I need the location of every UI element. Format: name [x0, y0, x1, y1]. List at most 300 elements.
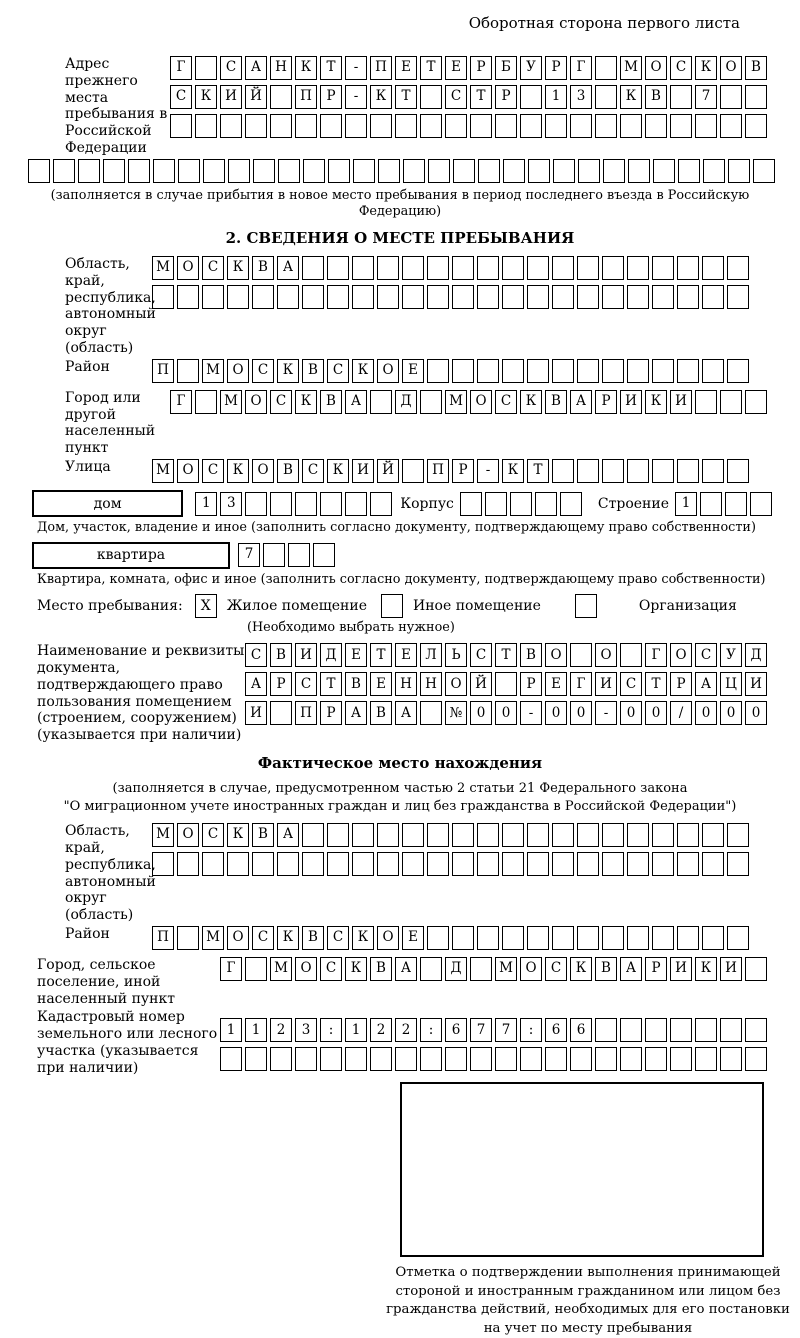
char-cell[interactable]: Г [570, 56, 592, 80]
char-cell[interactable]: 7 [238, 543, 260, 567]
char-cell[interactable]: 2 [395, 1018, 417, 1042]
char-cell[interactable] [177, 359, 199, 383]
char-cell[interactable] [595, 56, 617, 80]
char-cell[interactable]: К [195, 85, 217, 109]
char-cell[interactable]: О [545, 643, 567, 667]
char-cell[interactable] [370, 1047, 392, 1071]
char-cell[interactable]: 1 [345, 1018, 367, 1042]
char-cell[interactable] [303, 159, 325, 183]
char-cell[interactable] [653, 159, 675, 183]
char-cell[interactable] [695, 1047, 717, 1071]
char-cell[interactable]: О [720, 56, 742, 80]
char-cell[interactable] [745, 85, 767, 109]
char-cell[interactable]: К [645, 390, 667, 414]
char-cell[interactable] [552, 256, 574, 280]
char-cell[interactable]: Н [420, 672, 442, 696]
char-cell[interactable] [745, 1018, 767, 1042]
char-cell[interactable] [178, 159, 200, 183]
char-cell[interactable] [288, 543, 310, 567]
char-cell[interactable]: И [670, 390, 692, 414]
char-cell[interactable] [702, 823, 724, 847]
char-cell[interactable]: Д [445, 957, 467, 981]
char-cell[interactable] [420, 957, 442, 981]
char-cell[interactable]: К [227, 256, 249, 280]
char-cell[interactable] [477, 359, 499, 383]
char-cell[interactable]: 0 [470, 701, 492, 725]
char-cell[interactable] [677, 823, 699, 847]
char-cell[interactable]: Д [395, 390, 417, 414]
char-cell[interactable] [477, 926, 499, 950]
char-cell[interactable] [495, 1047, 517, 1071]
char-cell[interactable]: А [395, 701, 417, 725]
char-cell[interactable]: К [352, 359, 374, 383]
char-cell[interactable] [700, 492, 722, 516]
char-cell[interactable] [320, 1047, 342, 1071]
char-cell[interactable] [395, 1047, 417, 1071]
char-cell[interactable]: В [520, 643, 542, 667]
char-cell[interactable] [602, 256, 624, 280]
char-cell[interactable] [302, 852, 324, 876]
char-cell[interactable] [227, 852, 249, 876]
char-cell[interactable]: / [670, 701, 692, 725]
char-cell[interactable]: 6 [445, 1018, 467, 1042]
char-cell[interactable] [720, 1047, 742, 1071]
char-cell[interactable] [745, 957, 767, 981]
char-cell[interactable] [313, 543, 335, 567]
char-cell[interactable] [327, 285, 349, 309]
char-cell[interactable]: 7 [695, 85, 717, 109]
char-cell[interactable] [345, 114, 367, 138]
char-cell[interactable] [302, 256, 324, 280]
char-cell[interactable]: М [445, 390, 467, 414]
char-cell[interactable]: 3 [295, 1018, 317, 1042]
char-cell[interactable]: 1 [220, 1018, 242, 1042]
char-cell[interactable] [345, 1047, 367, 1071]
char-cell[interactable]: С [270, 390, 292, 414]
char-cell[interactable] [702, 926, 724, 950]
char-cell[interactable]: Д [745, 643, 767, 667]
char-cell[interactable]: О [295, 957, 317, 981]
char-cell[interactable] [727, 459, 749, 483]
char-cell[interactable] [252, 285, 274, 309]
char-cell[interactable] [702, 256, 724, 280]
char-cell[interactable] [227, 285, 249, 309]
char-cell[interactable] [520, 1047, 542, 1071]
char-cell[interactable] [677, 359, 699, 383]
char-cell[interactable] [720, 1018, 742, 1042]
char-cell[interactable] [377, 285, 399, 309]
char-cell[interactable] [645, 1018, 667, 1042]
dom-box[interactable]: дом [32, 490, 183, 517]
char-cell[interactable] [703, 159, 725, 183]
char-cell[interactable]: В [370, 957, 392, 981]
char-cell[interactable] [402, 256, 424, 280]
char-cell[interactable]: Т [370, 643, 392, 667]
char-cell[interactable]: М [202, 926, 224, 950]
char-cell[interactable]: 0 [495, 701, 517, 725]
char-cell[interactable]: О [177, 256, 199, 280]
char-cell[interactable]: Е [370, 672, 392, 696]
char-cell[interactable]: - [345, 85, 367, 109]
char-cell[interactable] [345, 492, 367, 516]
char-cell[interactable]: В [370, 701, 392, 725]
char-cell[interactable]: О [445, 672, 467, 696]
char-cell[interactable]: № [445, 701, 467, 725]
char-cell[interactable]: Е [402, 926, 424, 950]
char-cell[interactable] [277, 852, 299, 876]
char-cell[interactable] [402, 459, 424, 483]
char-cell[interactable] [495, 114, 517, 138]
char-cell[interactable] [460, 492, 482, 516]
char-cell[interactable] [652, 256, 674, 280]
char-cell[interactable]: Г [645, 643, 667, 667]
char-cell[interactable] [577, 285, 599, 309]
char-cell[interactable] [545, 1047, 567, 1071]
char-cell[interactable] [478, 159, 500, 183]
char-cell[interactable] [477, 256, 499, 280]
char-cell[interactable] [527, 359, 549, 383]
char-cell[interactable] [195, 56, 217, 80]
char-cell[interactable] [745, 1047, 767, 1071]
char-cell[interactable] [527, 285, 549, 309]
char-cell[interactable] [577, 926, 599, 950]
char-cell[interactable] [103, 159, 125, 183]
char-cell[interactable]: 3 [220, 492, 242, 516]
char-cell[interactable] [427, 926, 449, 950]
char-cell[interactable]: А [277, 823, 299, 847]
char-cell[interactable] [452, 256, 474, 280]
char-cell[interactable] [502, 256, 524, 280]
char-cell[interactable]: А [245, 672, 267, 696]
char-cell[interactable]: У [520, 56, 542, 80]
char-cell[interactable]: О [227, 359, 249, 383]
char-cell[interactable]: Р [452, 459, 474, 483]
char-cell[interactable]: П [295, 701, 317, 725]
char-cell[interactable] [535, 492, 557, 516]
char-cell[interactable] [753, 159, 775, 183]
char-cell[interactable] [402, 285, 424, 309]
char-cell[interactable] [502, 926, 524, 950]
char-cell[interactable] [595, 1018, 617, 1042]
char-cell[interactable] [602, 926, 624, 950]
char-cell[interactable] [702, 285, 724, 309]
char-cell[interactable]: - [595, 701, 617, 725]
char-cell[interactable]: О [377, 359, 399, 383]
char-cell[interactable] [595, 85, 617, 109]
char-cell[interactable] [670, 1018, 692, 1042]
char-cell[interactable] [403, 159, 425, 183]
char-cell[interactable]: Й [377, 459, 399, 483]
char-cell[interactable] [470, 957, 492, 981]
char-cell[interactable] [195, 390, 217, 414]
char-cell[interactable] [620, 114, 642, 138]
char-cell[interactable] [477, 852, 499, 876]
char-cell[interactable] [378, 159, 400, 183]
char-cell[interactable]: К [277, 359, 299, 383]
char-cell[interactable] [510, 492, 532, 516]
char-cell[interactable]: - [477, 459, 499, 483]
char-cell[interactable] [627, 285, 649, 309]
char-cell[interactable]: М [202, 359, 224, 383]
char-cell[interactable] [53, 159, 75, 183]
char-cell[interactable] [552, 823, 574, 847]
char-cell[interactable]: У [720, 643, 742, 667]
char-cell[interactable] [295, 114, 317, 138]
char-cell[interactable] [302, 823, 324, 847]
char-cell[interactable] [503, 159, 525, 183]
char-cell[interactable] [652, 359, 674, 383]
char-cell[interactable] [627, 926, 649, 950]
char-cell[interactable]: Й [245, 85, 267, 109]
char-cell[interactable]: Т [527, 459, 549, 483]
char-cell[interactable] [528, 159, 550, 183]
char-cell[interactable]: Р [520, 672, 542, 696]
char-cell[interactable] [520, 85, 542, 109]
char-cell[interactable]: Б [495, 56, 517, 80]
char-cell[interactable] [627, 256, 649, 280]
char-cell[interactable] [652, 926, 674, 950]
char-cell[interactable]: К [227, 459, 249, 483]
char-cell[interactable] [270, 85, 292, 109]
char-cell[interactable] [502, 852, 524, 876]
char-cell[interactable]: С [170, 85, 192, 109]
char-cell[interactable]: Г [570, 672, 592, 696]
char-cell[interactable] [602, 459, 624, 483]
char-cell[interactable] [420, 85, 442, 109]
char-cell[interactable] [627, 359, 649, 383]
char-cell[interactable]: О [245, 390, 267, 414]
char-cell[interactable] [670, 85, 692, 109]
char-cell[interactable] [452, 926, 474, 950]
char-cell[interactable]: В [320, 390, 342, 414]
char-cell[interactable]: С [545, 957, 567, 981]
char-cell[interactable] [452, 285, 474, 309]
char-cell[interactable] [278, 159, 300, 183]
char-cell[interactable] [420, 701, 442, 725]
char-cell[interactable]: И [720, 957, 742, 981]
char-cell[interactable] [695, 114, 717, 138]
char-cell[interactable] [527, 926, 549, 950]
char-cell[interactable]: Е [545, 672, 567, 696]
char-cell[interactable]: В [302, 359, 324, 383]
char-cell[interactable]: 6 [570, 1018, 592, 1042]
char-cell[interactable] [527, 852, 549, 876]
char-cell[interactable] [453, 159, 475, 183]
char-cell[interactable] [677, 852, 699, 876]
char-cell[interactable] [327, 823, 349, 847]
char-cell[interactable]: К [620, 85, 642, 109]
char-cell[interactable] [253, 159, 275, 183]
char-cell[interactable]: К [352, 926, 374, 950]
char-cell[interactable]: К [295, 390, 317, 414]
char-cell[interactable]: Р [595, 390, 617, 414]
char-cell[interactable]: С [470, 643, 492, 667]
char-cell[interactable] [295, 1047, 317, 1071]
char-cell[interactable] [352, 256, 374, 280]
char-cell[interactable] [603, 159, 625, 183]
char-cell[interactable]: Т [320, 56, 342, 80]
char-cell[interactable] [128, 159, 150, 183]
char-cell[interactable]: П [370, 56, 392, 80]
char-cell[interactable] [552, 359, 574, 383]
char-cell[interactable]: С [320, 957, 342, 981]
char-cell[interactable] [263, 543, 285, 567]
char-cell[interactable] [560, 492, 582, 516]
char-cell[interactable]: Д [320, 643, 342, 667]
char-cell[interactable] [645, 114, 667, 138]
char-cell[interactable]: О [470, 390, 492, 414]
char-cell[interactable] [577, 459, 599, 483]
char-cell[interactable] [502, 359, 524, 383]
char-cell[interactable]: 2 [270, 1018, 292, 1042]
char-cell[interactable] [578, 159, 600, 183]
char-cell[interactable] [452, 852, 474, 876]
char-cell[interactable]: С [620, 672, 642, 696]
char-cell[interactable] [377, 823, 399, 847]
char-cell[interactable] [652, 459, 674, 483]
char-cell[interactable] [720, 85, 742, 109]
char-cell[interactable]: В [645, 85, 667, 109]
char-cell[interactable] [652, 823, 674, 847]
char-cell[interactable] [727, 285, 749, 309]
char-cell[interactable]: С [202, 459, 224, 483]
char-cell[interactable] [602, 852, 624, 876]
char-cell[interactable]: Е [345, 643, 367, 667]
char-cell[interactable]: О [595, 643, 617, 667]
char-cell[interactable]: А [345, 701, 367, 725]
char-cell[interactable]: А [245, 56, 267, 80]
char-cell[interactable]: М [152, 823, 174, 847]
char-cell[interactable] [652, 852, 674, 876]
char-cell[interactable] [702, 459, 724, 483]
char-cell[interactable] [745, 114, 767, 138]
char-cell[interactable]: М [620, 56, 642, 80]
char-cell[interactable] [377, 256, 399, 280]
char-cell[interactable]: Г [170, 390, 192, 414]
char-cell[interactable] [602, 359, 624, 383]
char-cell[interactable] [527, 823, 549, 847]
char-cell[interactable]: 0 [645, 701, 667, 725]
char-cell[interactable] [320, 114, 342, 138]
char-cell[interactable]: О [177, 823, 199, 847]
char-cell[interactable] [745, 390, 767, 414]
char-cell[interactable] [720, 390, 742, 414]
char-cell[interactable]: И [595, 672, 617, 696]
char-cell[interactable] [445, 114, 467, 138]
char-cell[interactable] [620, 1047, 642, 1071]
char-cell[interactable]: К [570, 957, 592, 981]
char-cell[interactable] [695, 1018, 717, 1042]
char-cell[interactable]: 0 [620, 701, 642, 725]
char-cell[interactable] [652, 285, 674, 309]
char-cell[interactable] [570, 643, 592, 667]
char-cell[interactable] [202, 852, 224, 876]
char-cell[interactable]: И [745, 672, 767, 696]
char-cell[interactable] [370, 492, 392, 516]
char-cell[interactable]: А [345, 390, 367, 414]
char-cell[interactable] [220, 114, 242, 138]
char-cell[interactable] [78, 159, 100, 183]
char-cell[interactable] [750, 492, 772, 516]
char-cell[interactable]: М [152, 256, 174, 280]
char-cell[interactable]: 0 [570, 701, 592, 725]
char-cell[interactable] [270, 1047, 292, 1071]
char-cell[interactable] [327, 256, 349, 280]
char-cell[interactable] [245, 114, 267, 138]
char-cell[interactable] [270, 492, 292, 516]
char-cell[interactable]: В [302, 926, 324, 950]
char-cell[interactable]: К [695, 56, 717, 80]
char-cell[interactable] [152, 285, 174, 309]
char-cell[interactable]: К [502, 459, 524, 483]
char-cell[interactable] [702, 359, 724, 383]
char-cell[interactable] [670, 1047, 692, 1071]
char-cell[interactable]: А [570, 390, 592, 414]
char-cell[interactable]: Т [420, 56, 442, 80]
char-cell[interactable] [577, 256, 599, 280]
char-cell[interactable]: М [270, 957, 292, 981]
char-cell[interactable]: О [520, 957, 542, 981]
char-cell[interactable]: : [520, 1018, 542, 1042]
char-cell[interactable]: К [277, 926, 299, 950]
char-cell[interactable] [395, 114, 417, 138]
char-cell[interactable]: С [202, 823, 224, 847]
char-cell[interactable] [353, 159, 375, 183]
char-cell[interactable]: И [220, 85, 242, 109]
char-cell[interactable] [477, 823, 499, 847]
char-cell[interactable] [177, 926, 199, 950]
char-cell[interactable] [620, 643, 642, 667]
char-cell[interactable] [728, 159, 750, 183]
checkbox-inoe[interactable] [381, 594, 403, 618]
char-cell[interactable] [470, 1047, 492, 1071]
char-cell[interactable] [177, 852, 199, 876]
char-cell[interactable] [245, 1047, 267, 1071]
char-cell[interactable]: В [277, 459, 299, 483]
char-cell[interactable]: М [152, 459, 174, 483]
char-cell[interactable] [327, 852, 349, 876]
char-cell[interactable] [428, 159, 450, 183]
char-cell[interactable] [427, 256, 449, 280]
char-cell[interactable]: Р [495, 85, 517, 109]
char-cell[interactable]: 7 [495, 1018, 517, 1042]
char-cell[interactable]: - [520, 701, 542, 725]
char-cell[interactable]: 1 [675, 492, 697, 516]
char-cell[interactable] [452, 359, 474, 383]
char-cell[interactable]: Р [645, 957, 667, 981]
char-cell[interactable] [295, 492, 317, 516]
char-cell[interactable]: В [252, 823, 274, 847]
char-cell[interactable]: Р [545, 56, 567, 80]
char-cell[interactable]: В [545, 390, 567, 414]
char-cell[interactable] [302, 285, 324, 309]
char-cell[interactable] [552, 852, 574, 876]
char-cell[interactable]: А [695, 672, 717, 696]
char-cell[interactable] [670, 114, 692, 138]
char-cell[interactable] [727, 256, 749, 280]
char-cell[interactable] [620, 1018, 642, 1042]
char-cell[interactable] [552, 285, 574, 309]
char-cell[interactable]: С [302, 459, 324, 483]
char-cell[interactable]: 0 [545, 701, 567, 725]
char-cell[interactable]: Н [395, 672, 417, 696]
char-cell[interactable] [470, 114, 492, 138]
char-cell[interactable]: Е [395, 56, 417, 80]
char-cell[interactable]: Е [445, 56, 467, 80]
char-cell[interactable]: И [295, 643, 317, 667]
char-cell[interactable] [245, 957, 267, 981]
char-cell[interactable]: Т [645, 672, 667, 696]
